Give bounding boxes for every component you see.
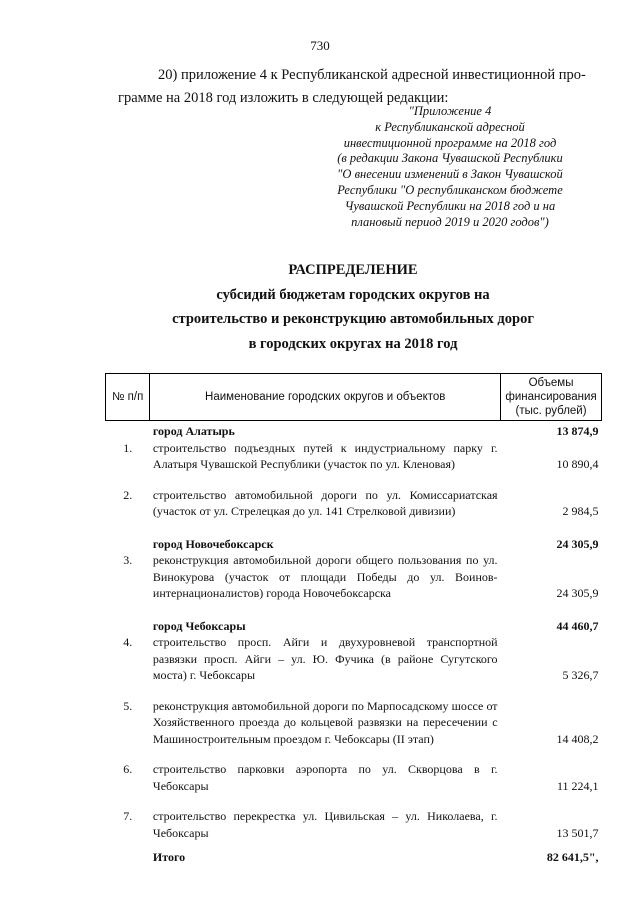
group-row-novocheboksarsk [106, 534, 602, 553]
row-value: 5 326,7 [562, 668, 599, 682]
header-value: Объемы финансирования (тыс. рублей) [501, 374, 602, 421]
table-header-row [106, 374, 602, 421]
total-label: Итого [152, 850, 186, 864]
row-num: 6. [123, 762, 133, 776]
row-num: 1. [123, 440, 133, 455]
group-name: город Чебоксары [152, 618, 246, 633]
table-row [106, 440, 602, 473]
row-num: 5. [123, 698, 133, 713]
distribution-table [105, 373, 602, 866]
row-num: 7. [123, 809, 133, 823]
table-row [106, 634, 602, 684]
total-row [106, 841, 602, 866]
group-total: 24 305,9 [556, 536, 599, 551]
row-name: строительство подъездных путей к индустриальному парку г. Алатыря Чувашской Республики (участок по ул. Кленовая) [152, 440, 498, 471]
table-row [106, 698, 602, 748]
appendix-line: к Республиканской адресной [375, 119, 525, 134]
appendix-line: (в редакции Закона Чувашской Республики [337, 151, 563, 166]
appendix-note [300, 104, 600, 230]
row-value: 10 890,4 [556, 457, 599, 471]
row-value: 14 408,2 [556, 731, 599, 746]
row-num: 2. [123, 487, 133, 502]
row-value: 13 501,7 [556, 825, 599, 840]
group-row-alatyr [106, 421, 602, 440]
row-name: строительство перекрестка ул. Цивильская – ул. Николаева, г. Чебоксары [152, 809, 498, 840]
row-value: 24 305,9 [556, 586, 599, 600]
header-name: Наименование городских округов и объектов [150, 374, 501, 421]
appendix-line: "Приложение 4 [408, 104, 492, 118]
row-name: строительство парковки аэропорта по ул. Скворцова в г. Чебоксары [152, 762, 498, 793]
row-name: реконструкция автомобильной дороги общего пользования по ул. Винокурова (участок от площади Победы до ул. Воинов-интернационалистов) города Новочебоксарска [152, 553, 498, 600]
title-line: РАСПРЕДЕЛЕНИЕ [288, 262, 418, 278]
row-name: строительство автомобильной дороги по ул. Комиссариатская (участок от ул. Стрелецкая до ул. 141 Стрелковой дивизии) [152, 487, 498, 518]
intro-line-1: 20) приложение 4 к Республиканской адресной инвестиционной про- [158, 67, 586, 83]
page-number: 730 [310, 38, 330, 53]
group-name: город Новочебоксарск [152, 536, 274, 551]
table-row [106, 808, 602, 841]
group-name: город Алатырь [152, 424, 235, 438]
row-value: 2 984,5 [562, 504, 599, 518]
row-num: 3. [123, 553, 133, 567]
group-total: 13 874,9 [556, 424, 599, 438]
title-line: в городских округах на 2018 год [248, 335, 458, 352]
appendix-line: "О внесении изменений в Закон Чувашской [337, 167, 563, 182]
document-title [118, 258, 588, 356]
row-value: 11 224,1 [556, 778, 599, 793]
title-line: строительство и реконструкцию автомобильных дорог [172, 311, 534, 327]
group-total: 44 460,7 [556, 618, 599, 633]
row-name: строительство просп. Айги и двухуровневой транспортной развязки просп. Айги – ул. Ю. Фучика (в районе Сугутского моста) г. Чебоксары [152, 635, 498, 682]
row-num: 4. [123, 635, 133, 649]
table-row [106, 487, 602, 520]
total-value: 82 641,5", [546, 850, 599, 864]
appendix-line: Республики "О республиканском бюджете [337, 182, 563, 197]
title-line: субсидий бюджетам городских округов на [216, 286, 490, 303]
group-row-cheboksary [106, 616, 602, 635]
row-name: реконструкция автомобильной дороги по Марпосадскому шоссе от Хозяйственного проезда до кольцевой развязки на пересечении с Машиностроительным проездом г. Чебоксары (II этап) [152, 698, 498, 746]
appendix-line: Чувашской Республики на 2018 год и на [344, 198, 556, 213]
table-row [106, 552, 602, 602]
appendix-line: плановый период 2019 и 2020 годов") [351, 214, 549, 229]
table-row [106, 761, 602, 794]
header-num: № п/п [106, 374, 150, 421]
intro-line-2: грамме на 2018 год изложить в следующей редакции: [118, 90, 449, 106]
appendix-line: инвестиционной программе на 2018 год [343, 135, 557, 150]
